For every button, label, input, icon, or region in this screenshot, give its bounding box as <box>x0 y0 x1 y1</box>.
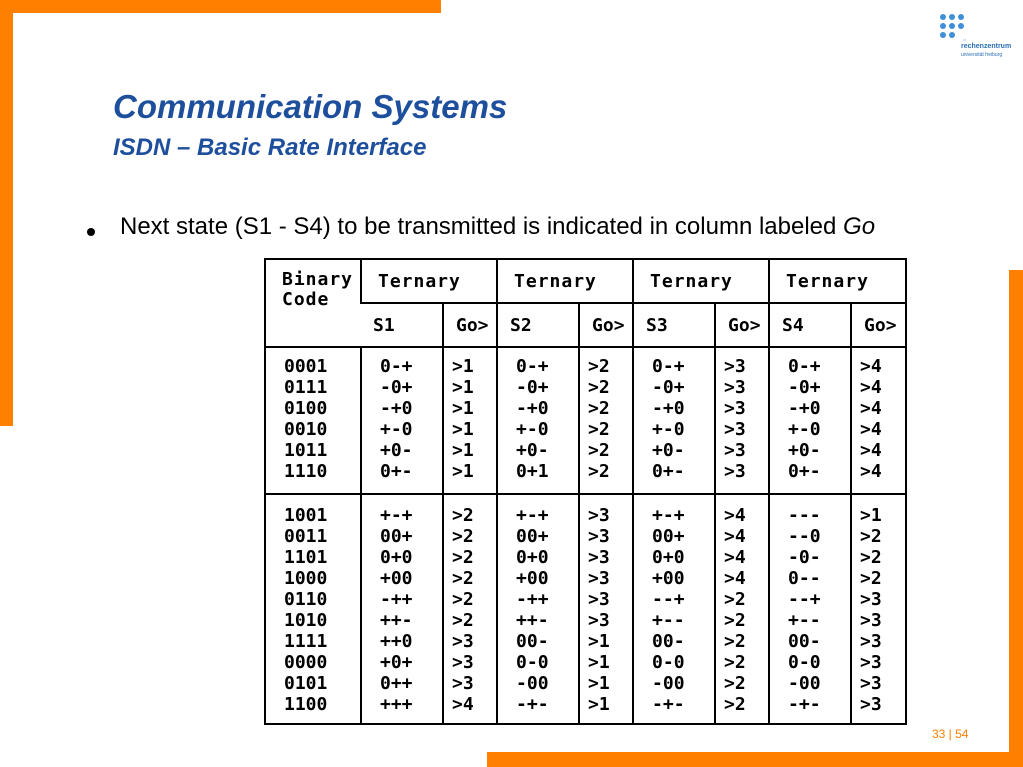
go-list <box>580 356 632 482</box>
table-cell: -00 <box>516 673 549 695</box>
go-list <box>716 505 768 715</box>
table-cell: 0+- <box>788 461 821 482</box>
binary-code-header: Binary Code <box>266 260 361 347</box>
logo-mark: rz <box>963 37 967 42</box>
table-cell: >3 <box>452 652 474 674</box>
table-cell: +0- <box>516 440 549 461</box>
table-subheader-row <box>266 303 905 347</box>
ternary-header-s3: Ternary <box>633 260 769 303</box>
table-cell: +-- <box>652 610 685 632</box>
slide-title: Communication Systems <box>113 88 508 125</box>
bullet-icon <box>87 228 95 236</box>
table-cell: 1100 <box>284 694 328 716</box>
table-cell: >2 <box>452 526 474 548</box>
table-cell: 00+ <box>380 526 413 548</box>
table-cell: >3 <box>588 505 610 527</box>
go-column-s1 <box>443 347 497 494</box>
table-cell: >2 <box>452 589 474 611</box>
table-cell: >4 <box>724 526 746 548</box>
table-cell: >4 <box>452 694 474 716</box>
table-cell: 0-+ <box>652 356 685 377</box>
table-header-row <box>266 260 905 303</box>
table-cell: >3 <box>724 377 746 398</box>
table-cell: +-0 <box>652 419 685 440</box>
table-cell: +-+ <box>380 505 413 527</box>
table-cell: >2 <box>724 610 746 632</box>
go-column-s2 <box>579 347 633 494</box>
table-cell: +-0 <box>788 419 821 440</box>
page-number: 33 | 54 <box>932 727 969 741</box>
table-cell: 0110 <box>284 589 328 611</box>
table-cell: >4 <box>860 398 882 419</box>
table-cell: >3 <box>452 673 474 695</box>
ternary-list <box>770 356 850 482</box>
go-header-s4: Go> <box>851 303 905 347</box>
ternary-column-s4 <box>769 347 851 494</box>
table-cell: >2 <box>588 398 610 419</box>
go-column-s2 <box>579 494 633 723</box>
table-cell: 1000 <box>284 568 328 590</box>
table-cell: >2 <box>588 461 610 482</box>
table-cell: >1 <box>452 377 474 398</box>
table-cell: -0+ <box>516 377 549 398</box>
table-cell: 0+0 <box>516 547 549 569</box>
table-cell: -00 <box>652 673 685 695</box>
table-cell: 1110 <box>284 461 328 482</box>
logo-line-1: rechenzentrum <box>961 43 1012 50</box>
table-cell: >2 <box>724 631 746 653</box>
binary-code-list <box>266 505 360 715</box>
ternary-header-s4: Ternary <box>769 260 905 303</box>
ternary-header-s1: Ternary <box>361 260 497 303</box>
table-cell: 0-0 <box>788 652 821 674</box>
table-cell: 0+1 <box>516 461 549 482</box>
table-cell: >3 <box>860 673 882 695</box>
table-cell: 0100 <box>284 398 328 419</box>
table-cell: +-+ <box>516 505 549 527</box>
table-cell: -+0 <box>516 398 549 419</box>
table-cell: -0+ <box>788 377 821 398</box>
table-cell: >4 <box>860 461 882 482</box>
table-cell: >1 <box>452 461 474 482</box>
table-cell: 00- <box>652 631 685 653</box>
table-cell: ++0 <box>380 631 413 653</box>
table-cell: >3 <box>588 568 610 590</box>
go-column-s3 <box>715 347 769 494</box>
go-column-s3 <box>715 494 769 723</box>
ternary-list <box>498 356 578 482</box>
table-cell: +-0 <box>380 419 413 440</box>
table-cell: 0111 <box>284 377 328 398</box>
ternary-code-table <box>264 258 907 725</box>
rechenzentrum-logo <box>940 14 1020 64</box>
table-cell: >2 <box>588 377 610 398</box>
table-cell: 1101 <box>284 547 328 569</box>
ternary-list <box>634 505 714 715</box>
table-group-2 <box>266 494 905 723</box>
table-cell: 0+0 <box>652 547 685 569</box>
bottom-accent-bar <box>487 752 1023 767</box>
ternary-list <box>362 356 442 482</box>
bullet-text-main: Next state (S1 - S4) to be transmitted is indicated in column labeled <box>120 213 844 240</box>
state-header-s3: S3 <box>633 303 715 347</box>
ternary-list <box>362 505 442 715</box>
table-cell: --+ <box>788 589 821 611</box>
table-cell: -+0 <box>380 398 413 419</box>
table-cell: >1 <box>588 673 610 695</box>
table-cell: >1 <box>452 356 474 377</box>
table-cell: 0-0 <box>652 652 685 674</box>
go-column-s4 <box>851 494 905 723</box>
table-cell: -++ <box>516 589 549 611</box>
table-cell: +00 <box>380 568 413 590</box>
table-cell: >3 <box>860 631 882 653</box>
table-cell: >1 <box>588 631 610 653</box>
table-cell: 0+- <box>652 461 685 482</box>
table-cell: -0+ <box>380 377 413 398</box>
table-cell: 1111 <box>284 631 328 653</box>
table-cell: +0- <box>788 440 821 461</box>
table-cell: --+ <box>652 589 685 611</box>
table-cell: -0+ <box>652 377 685 398</box>
table-cell: >3 <box>588 547 610 569</box>
ternary-column-s4 <box>769 494 851 723</box>
table-cell: >1 <box>588 652 610 674</box>
table-cell: >4 <box>724 568 746 590</box>
table-cell: --- <box>788 505 821 527</box>
table-cell: >2 <box>452 505 474 527</box>
ternary-column-s3 <box>633 494 715 723</box>
table-cell: 0+- <box>380 461 413 482</box>
table-cell: +0- <box>380 440 413 461</box>
table-cell: >2 <box>724 673 746 695</box>
table-cell: >2 <box>724 652 746 674</box>
bullet-text <box>120 212 900 242</box>
table-cell: 0010 <box>284 419 328 440</box>
table-cell: >3 <box>452 631 474 653</box>
table-cell: 00- <box>516 631 549 653</box>
table-cell: >2 <box>452 610 474 632</box>
go-header-s2: Go> <box>579 303 633 347</box>
go-list <box>444 356 496 482</box>
table-cell: 0011 <box>284 526 328 548</box>
table-cell: 00+ <box>516 526 549 548</box>
table-cell: >2 <box>724 694 746 716</box>
ternary-column-s1 <box>361 494 443 723</box>
table-cell: >3 <box>724 398 746 419</box>
table-cell: +0- <box>652 440 685 461</box>
table-cell: 0000 <box>284 652 328 674</box>
table-cell: --0 <box>788 526 821 548</box>
table-cell: 0-+ <box>380 356 413 377</box>
table-cell: +-+ <box>652 505 685 527</box>
table-cell: -+0 <box>788 398 821 419</box>
table-cell: -+0 <box>652 398 685 419</box>
table-cell: 0001 <box>284 356 328 377</box>
binary-code-column <box>266 494 361 723</box>
table-cell: >3 <box>860 589 882 611</box>
top-accent-bar <box>0 0 441 13</box>
ternary-column-s2 <box>497 494 579 723</box>
table-cell: -0- <box>788 547 821 569</box>
table-cell: +00 <box>516 568 549 590</box>
table-cell: >3 <box>724 356 746 377</box>
table-cell: ++- <box>380 610 413 632</box>
go-list <box>852 505 905 715</box>
state-header-s1: S1 <box>361 303 443 347</box>
table-cell: >3 <box>860 694 882 716</box>
table-cell: 1011 <box>284 440 328 461</box>
ternary-column-s3 <box>633 347 715 494</box>
table-cell: >2 <box>724 589 746 611</box>
state-header-s2: S2 <box>497 303 579 347</box>
table-group-1 <box>266 347 905 494</box>
table-cell: >2 <box>860 526 882 548</box>
go-list <box>852 356 905 482</box>
table-cell: +0+ <box>380 652 413 674</box>
go-list <box>580 505 632 715</box>
table-cell: >4 <box>860 419 882 440</box>
left-accent-bar <box>0 0 13 426</box>
ternary-list <box>634 356 714 482</box>
table-cell: >1 <box>860 505 882 527</box>
table-cell: >1 <box>452 398 474 419</box>
right-accent-bar <box>1009 270 1023 767</box>
table-cell: 1010 <box>284 610 328 632</box>
go-column-s4 <box>851 347 905 494</box>
table-cell: +-- <box>788 610 821 632</box>
go-header-s3: Go> <box>715 303 769 347</box>
table-cell: >1 <box>452 419 474 440</box>
logo-line-2: universität freiburg <box>961 52 1003 58</box>
go-list <box>444 505 496 715</box>
table-cell: >4 <box>860 356 882 377</box>
table-cell: 0+0 <box>380 547 413 569</box>
table-cell: >3 <box>588 610 610 632</box>
table-cell: +-0 <box>516 419 549 440</box>
table-cell: >2 <box>860 568 882 590</box>
table-cell: >2 <box>452 568 474 590</box>
table-cell: 0-+ <box>788 356 821 377</box>
ternary-column-s2 <box>497 347 579 494</box>
bullet-text-emphasis: Go <box>843 213 876 240</box>
binary-code-column <box>266 347 361 494</box>
table-cell: -+- <box>788 694 821 716</box>
table-cell: +00 <box>652 568 685 590</box>
table-cell: >2 <box>588 440 610 461</box>
ternary-list <box>770 505 850 715</box>
table-cell: >2 <box>452 547 474 569</box>
go-list <box>716 356 768 482</box>
table-cell: >3 <box>588 589 610 611</box>
table-cell: >3 <box>860 652 882 674</box>
table-cell: >3 <box>588 526 610 548</box>
table-cell: 0-0 <box>516 652 549 674</box>
table-cell: +++ <box>380 694 413 716</box>
table-cell: 00- <box>788 631 821 653</box>
table-cell: 0-- <box>788 568 821 590</box>
state-header-s4: S4 <box>769 303 851 347</box>
table-cell: >4 <box>860 377 882 398</box>
table-cell: -++ <box>380 589 413 611</box>
table-cell: >4 <box>724 547 746 569</box>
table-cell: ++- <box>516 610 549 632</box>
binary-code-list <box>266 356 360 482</box>
table-cell: >2 <box>860 547 882 569</box>
ternary-column-s1 <box>361 347 443 494</box>
table-cell: -+- <box>652 694 685 716</box>
table-cell: >4 <box>860 440 882 461</box>
table-cell: >3 <box>724 440 746 461</box>
table-cell: >3 <box>724 461 746 482</box>
slide-subtitle: ISDN – Basic Rate Interface <box>113 134 427 161</box>
table-cell: >1 <box>588 694 610 716</box>
table-cell: >3 <box>724 419 746 440</box>
table-cell: 0-+ <box>516 356 549 377</box>
table-cell: >2 <box>588 356 610 377</box>
go-header-s1: Go> <box>443 303 497 347</box>
ternary-header-s2: Ternary <box>497 260 633 303</box>
table-cell: 0101 <box>284 673 328 695</box>
table-cell: 1001 <box>284 505 328 527</box>
table-cell: >4 <box>724 505 746 527</box>
table-cell: -+- <box>516 694 549 716</box>
table-cell: 0++ <box>380 673 413 695</box>
table-cell: >3 <box>860 610 882 632</box>
go-column-s1 <box>443 494 497 723</box>
table-cell: >2 <box>588 419 610 440</box>
table-cell: >1 <box>452 440 474 461</box>
ternary-list <box>498 505 578 715</box>
table-cell: -00 <box>788 673 821 695</box>
table-cell: 00+ <box>652 526 685 548</box>
